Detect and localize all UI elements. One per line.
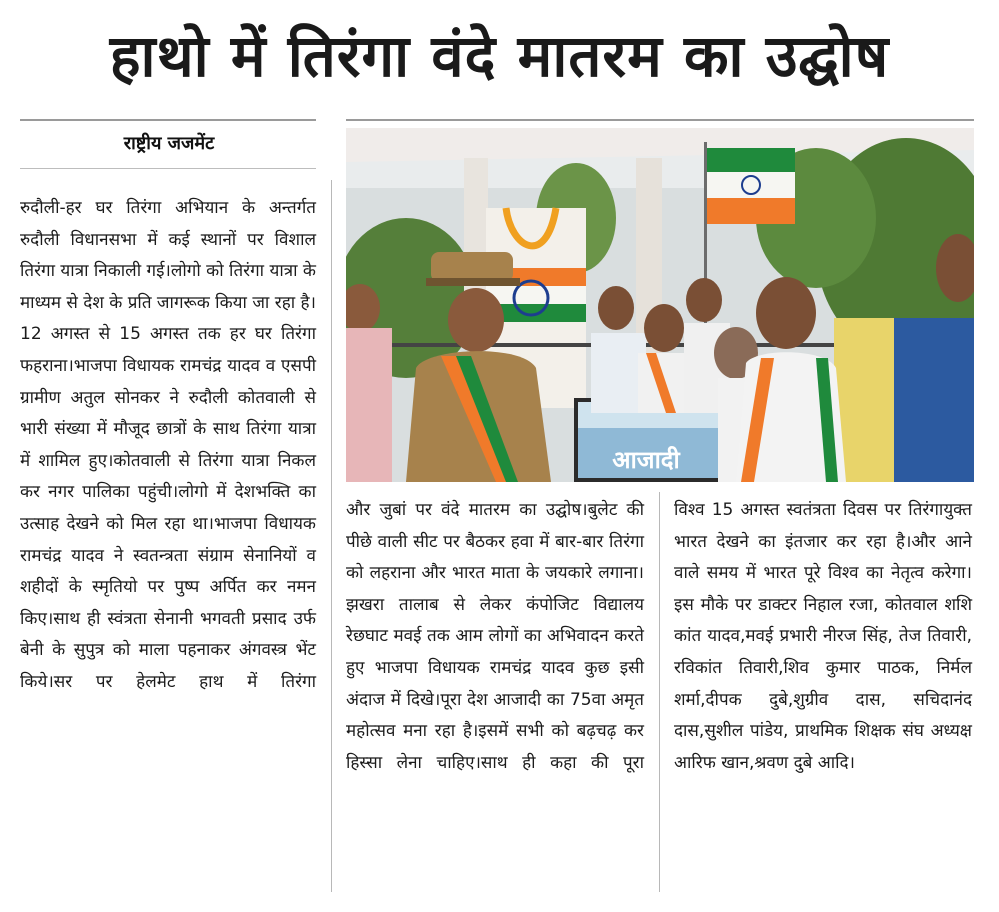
article-column-2: और जुबां पर वंदे मातरम का उद्घोष।बुलेट की पीछे वाली सीट पर बैठकर हवा में बार-बार तिरंगा को लहराना और भारत माता के जयकारे लगाना। झखरा तालाब से लेकर कंपोजिट विद्यालय रेछघाट मवई तक आम लोगों का अभिवादन करते हुए भाजपा विधायक रामचंद्र यादव कुछ इसी अंदाज में दिखे।पूरा देश आजादी का 75वा अमृत महोत्सव मना रहा है।इसमें सभी को बढ़चढ़ कर हिस्सा लेना चाहिए।साथ ही कहा की पूरा xyxy=(346,500,644,773)
article-column-3: विश्व 15 अगस्त स्वतंत्रता दिवस पर तिरंगायुक्त भारत देखने का इंतजार कर रहा है।और आने वाले समय में भारत पूरे विश्व का नेतृत्व करेगा।इस मौके पर डाक्टर निहाल रजा, कोतवाल शशि कांत यादव,मवई प्रभारी नीरज सिंह, तेज तिवारी, रविकांत तिवारी,शिव कुमार पाठक, निर्मल शर्मा,दीपक दुबे,शुग्रीव दास, सचिदानंद दास,सुशील पांडेय, प्राथमिक शिक्षक संघ अध्यक्ष आरिफ खान,श्रवण दुबे आदि। xyxy=(674,500,972,773)
article-column-1: रुदौली-हर घर तिरंगा अभियान के अन्तर्गत रुदौली विधानसभा में कई स्थानों पर विशाल तिरंगा यात्रा निकाली गई।लोगो को तिरंगा यात्रा के माध्यम से देश के प्रति जागरूक किया जा रहा है।12 अगस्त से 15 अगस्त तक हर घर तिरंगा फहराना।भाजपा विधायक रामचंद्र यादव व एसपी ग्रामीण अतुल सोनकर ने रुदौली कोतवाली से भारी संख्या में मौजूद छात्रों के साथ तिरंगा यात्रा में शामिल हुए।कोतवाली से तिरंगा यात्रा निकल कर नगर पालिका पहुंची।लोगो में देशभक्ति का उत्साह देखने को मिल रहा था।भाजपा विधायक रामचंद्र यादव ने स्वतन्त्रता संग्राम सेनानियों व शहीदों के स्मृतियो पर पुष्प अर्पित कर नमन किए।साथ ही स्वंत्रता सेनानी भगवती प्रसाद उर्फ बेनी के सुपुत्र को माला पहनाकर अंगवस्त्र भेंट किये।सर पर हेलमेट हाथ में तिरंगा xyxy=(20,198,316,692)
header-rule-left xyxy=(20,119,316,121)
column-divider-1 xyxy=(331,180,332,892)
column-divider-2 xyxy=(659,492,660,892)
news-photo xyxy=(346,128,974,482)
headline: हाथो में तिरंगा वंदे मातरम का उद्घोष xyxy=(109,22,890,90)
byline-rule xyxy=(20,168,316,169)
photo-banner-text: आजादी xyxy=(612,446,680,474)
header-rule-right xyxy=(346,119,974,121)
byline: राष्ट्रीय जजमेंट xyxy=(123,133,215,154)
